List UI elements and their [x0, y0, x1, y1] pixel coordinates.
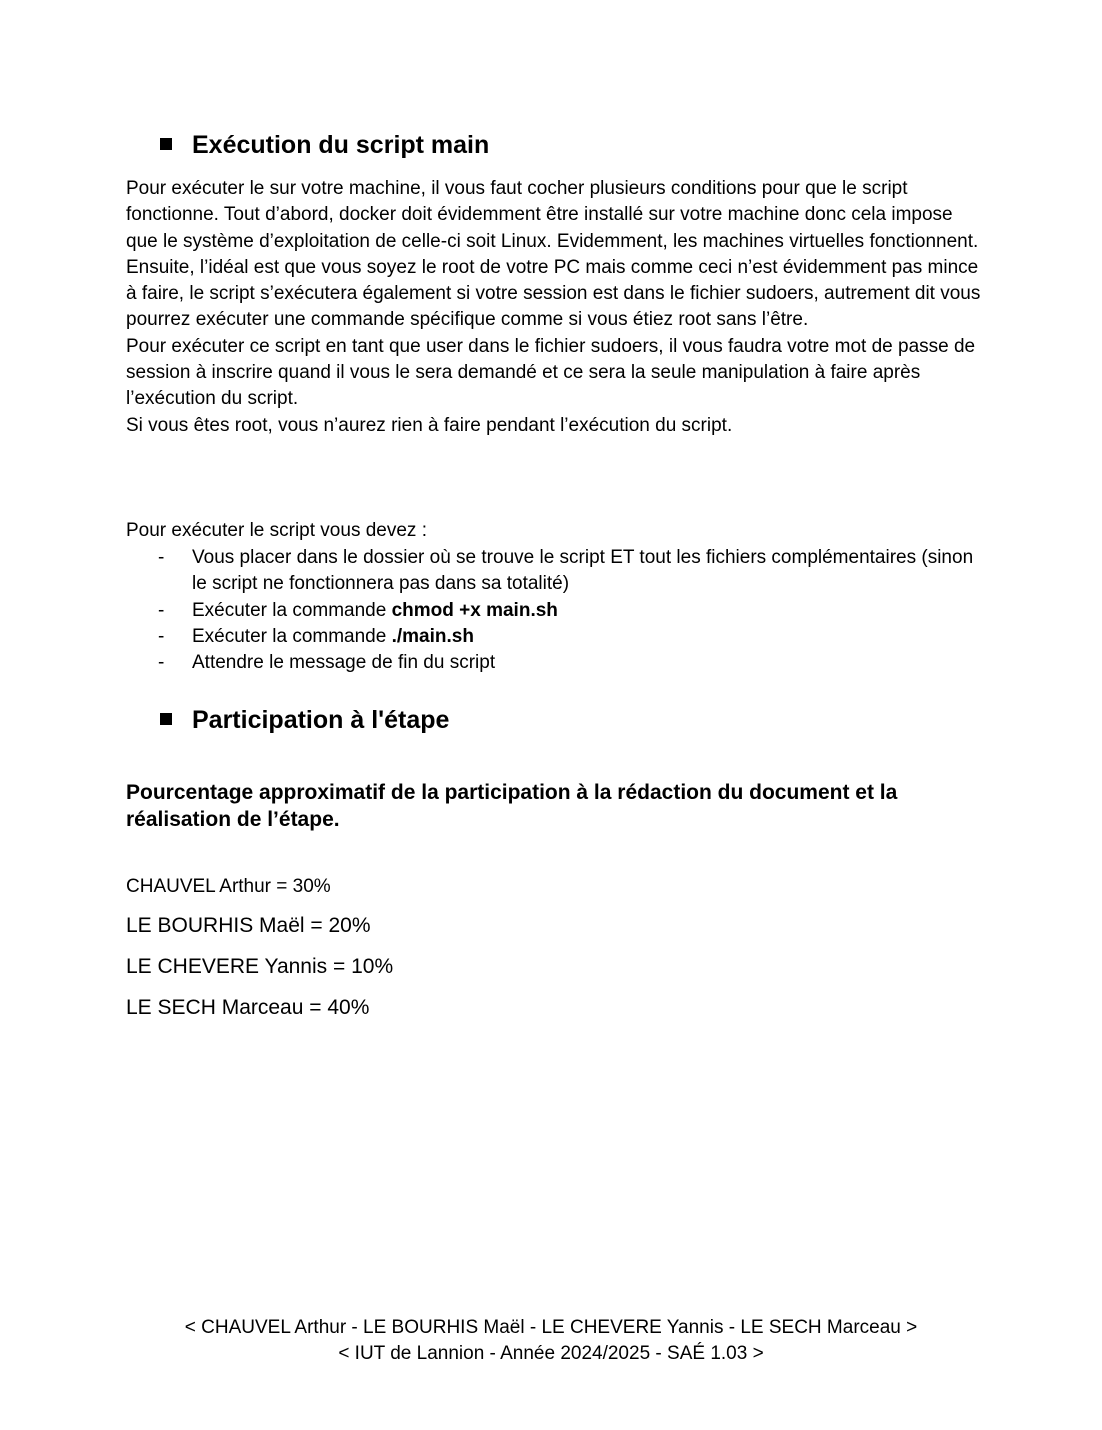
square-bullet-icon: [160, 713, 172, 725]
footer-institution: < IUT de Lannion - Année 2024/2025 - SAÉ 1.03 >: [338, 1343, 764, 1364]
footer-authors: < CHAUVEL Arthur - LE BOURHIS Maël - LE CHEVERE Yannis - LE SECH Marceau >: [184, 1317, 918, 1338]
list-item: [126, 598, 986, 624]
dash-bullet: -: [158, 652, 165, 674]
steps-list: [126, 545, 986, 676]
dash-bullet: -: [158, 547, 165, 568]
body-paragraphs: [126, 176, 986, 439]
paragraph: Ensuite, l’idéal est que vous soyez le root de votre PC mais comme ceci n’est évidemment pas mince à faire, le script s’exécutera également si votre session est dans le fichier sudoers, autrement dit vous pourrez exécuter une commande spécifique comme si vous étiez root sans l’être.: [126, 256, 981, 331]
list-item: [126, 624, 986, 650]
participant-line: CHAUVEL Arthur = 30%: [126, 876, 331, 897]
list-item: [126, 650, 986, 676]
participation-subtitle: Pourcentage approximatif de la participation à la rédaction du document et la réalisation de l’étape.: [126, 781, 898, 831]
list-item-text: Exécuter la commande: [192, 625, 392, 647]
list-item-text: Attendre le message de fin du script: [192, 652, 496, 674]
dash-bullet: -: [158, 625, 165, 647]
steps-intro: Pour exécuter le script vous devez :: [126, 520, 427, 541]
participant-line: LE SECH Marceau = 40%: [126, 996, 370, 1019]
list-item-text: Exécuter la commande: [192, 599, 392, 621]
command-text: chmod +x main.sh: [391, 599, 558, 621]
paragraph: Pour exécuter ce script en tant que user dans le fichier sudoers, il vous faudra votre mot de passe de session à inscrire quand il vous le sera demandé et ce sera la seule manipulation à faire après l’exécution du script.: [126, 335, 976, 410]
section-heading-text: Exécution du script main: [192, 131, 490, 159]
section-heading-participation: [160, 705, 449, 735]
dash-bullet: -: [158, 599, 165, 621]
paragraph: Pour exécuter le sur votre machine, il vous faut cocher plusieurs conditions pour que le script fonctionne. Tout d’abord, docker doit évidemment être installé sur votre machine donc cela impose que le système d’exploitation de celle-ci soit Linux. Evidemment, les machines virtuelles fonctionnent.: [126, 178, 979, 252]
command-text: ./main.sh: [391, 625, 474, 647]
list-item-text: Vous placer dans le dossier où se trouve le script ET tout les fichiers complémentaires (sinon le script ne fonctionnera pas dans sa totalité): [192, 547, 974, 595]
participant-line: LE BOURHIS Maël = 20%: [126, 914, 371, 937]
paragraph: Si vous êtes root, vous n’aurez rien à faire pendant l’exécution du script.: [126, 414, 733, 436]
section-heading-execution: [160, 130, 489, 160]
participant-line: LE CHEVERE Yannis = 10%: [126, 955, 394, 978]
list-item: [126, 545, 986, 598]
square-bullet-icon: [160, 138, 172, 150]
section-heading-text: Participation à l'étape: [192, 706, 450, 734]
